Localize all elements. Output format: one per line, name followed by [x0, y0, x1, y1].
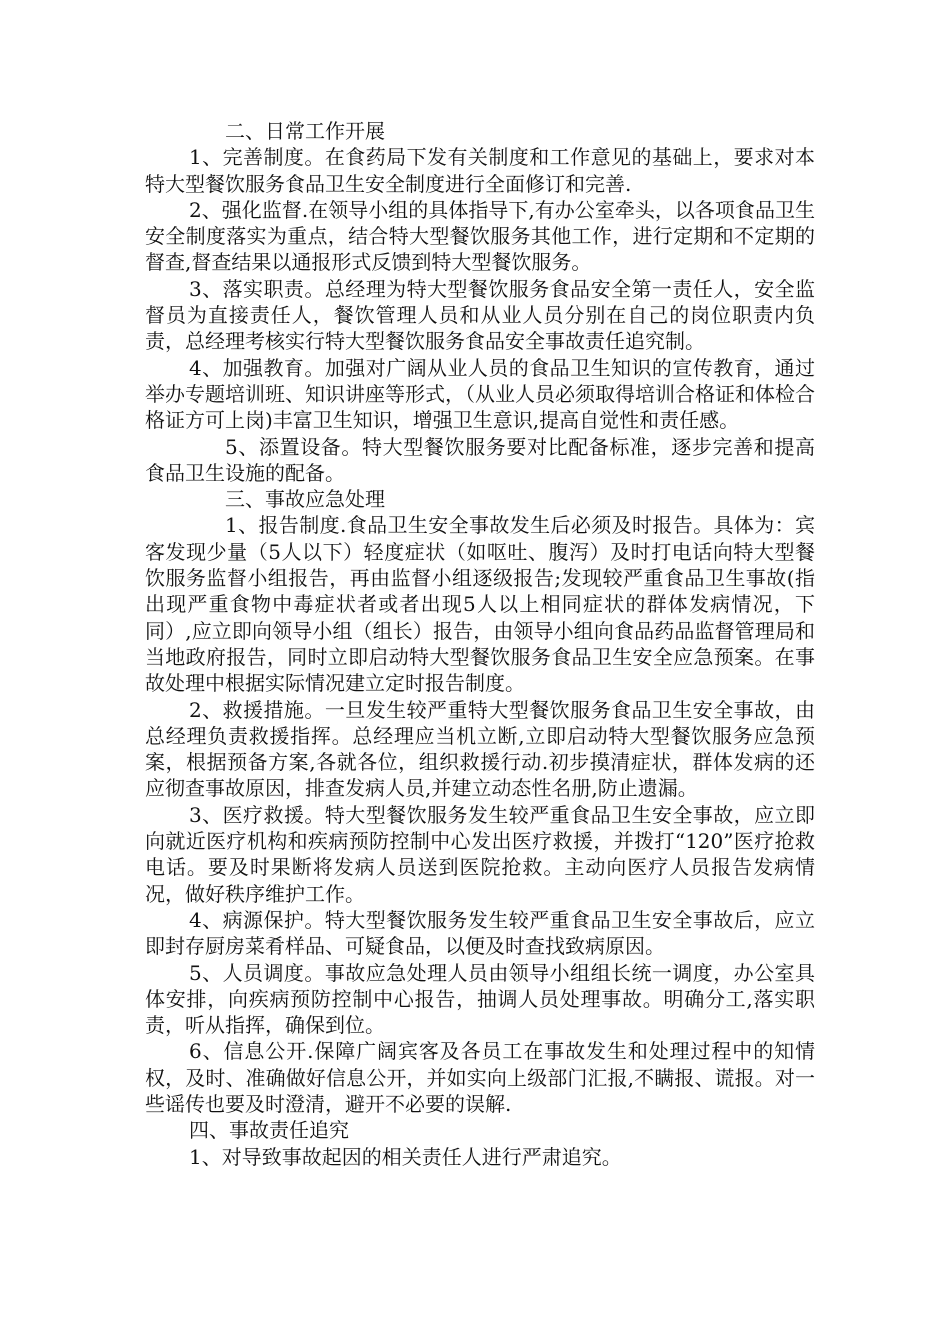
paragraph: 1、完善制度。在食药局下发有关制度和工作意见的基础上，要求对本特大型餐饮服务食品卫生安全制度进行全面修订和完善. [145, 145, 815, 196]
paragraph: 1、报告制度.食品卫生安全事故发生后必须及时报告。具体为：宾客发现少量（5人以下）轻度症状（如呕吐、腹泻）及时打电话向特大型餐饮服务监督小组报告，再由监督小组逐级报告;发现较严重食品卫生事故(指出现严重食物中毒症状者或者出现5人以上相同症状的群体发病情况，下同）,应立即向领导小组（组长）报告，由领导小组向食品药品监督管理局和当地政府报告，同时立即启动特大型餐饮服务食品卫生安全应急预案。在事故处理中根据实际情况建立定时报告制度。 [145, 513, 815, 696]
paragraph: 3、医疗救援。特大型餐饮服务发生较严重食品卫生安全事故，应立即向就近医疗机构和疾病预防控制中心发出医疗救援，并拨打“120”医疗抢救电话。要及时果断将发病人员送到医院抢救。主动向医疗人员报告发病情况，做好秩序维护工作。 [145, 802, 815, 906]
paragraph: 1、对导致事故起因的相关责任人进行严肃追究。 [189, 1144, 622, 1169]
section-heading: 二、日常工作开展 [225, 119, 385, 143]
paragraph: 4、病源保护。特大型餐饮服务发生较严重食品卫生安全事故后，应立即封存厨房菜肴样品、可疑食品，以便及时查找致病原因。 [145, 907, 815, 959]
paragraph: 2、救援措施。一旦发生较严重特大型餐饮服务食品卫生安全事故，由总经理负责救援指挥。总经理应当机立断,立即启动特大型餐饮服务应急预案，根据预备方案,各就各位，组织救援行动.初步摸清症状，群体发病的还应彻查事故原因，排查发病人员,并建立动态性名册,防止遗漏。 [145, 697, 815, 801]
section-heading: 四、事故责任追究 [189, 1118, 349, 1143]
paragraph: 6、信息公开.保障广阔宾客及各员工在事故发生和处理过程中的知情权，及时、准确做好信息公开，并如实向上级部门汇报,不瞒报、谎报。对一些谣传也要及时澄清，避开不必要的误解. [145, 1039, 815, 1116]
document-body [145, 118, 815, 1170]
section-heading: 三、事故应急处理 [225, 487, 385, 512]
paragraph: 3、落实职责。总经理为特大型餐饮服务食品安全第一责任人，安全监督员为直接责任人，餐饮管理人员和从业人员分别在自己的岗位职责内负责，总经理考核实行特大型餐饮服务食品安全事故责任追究制。 [145, 276, 815, 354]
paragraph: 5、添置设备。特大型餐饮服务要对比配备标准，逐步完善和提高食品卫生设施的配备。 [145, 434, 815, 485]
paragraph: 5、人员调度。事故应急处理人员由领导小组组长统一调度，办公室具体安排，向疾病预防控制中心报告，抽调人员处理事故。明确分工,落实职责，听从指挥，确保到位。 [145, 960, 815, 1038]
paragraph: 4、加强教育。加强对广阔从业人员的食品卫生知识的宣传教育，通过举办专题培训班、知识讲座等形式，（从业人员必须取得培训合格证和体检合格证方可上岗)丰富卫生知识，增强卫生意识,提高自觉性和责任感。 [145, 355, 815, 433]
paragraph: 2、强化监督.在领导小组的具体指导下,有办公室牵头，以各项食品卫生安全制度落实为重点，结合特大型餐饮服务其他工作，进行定期和不定期的督查,督查结果以通报形式反馈到特大型餐饮服务。 [145, 197, 815, 275]
